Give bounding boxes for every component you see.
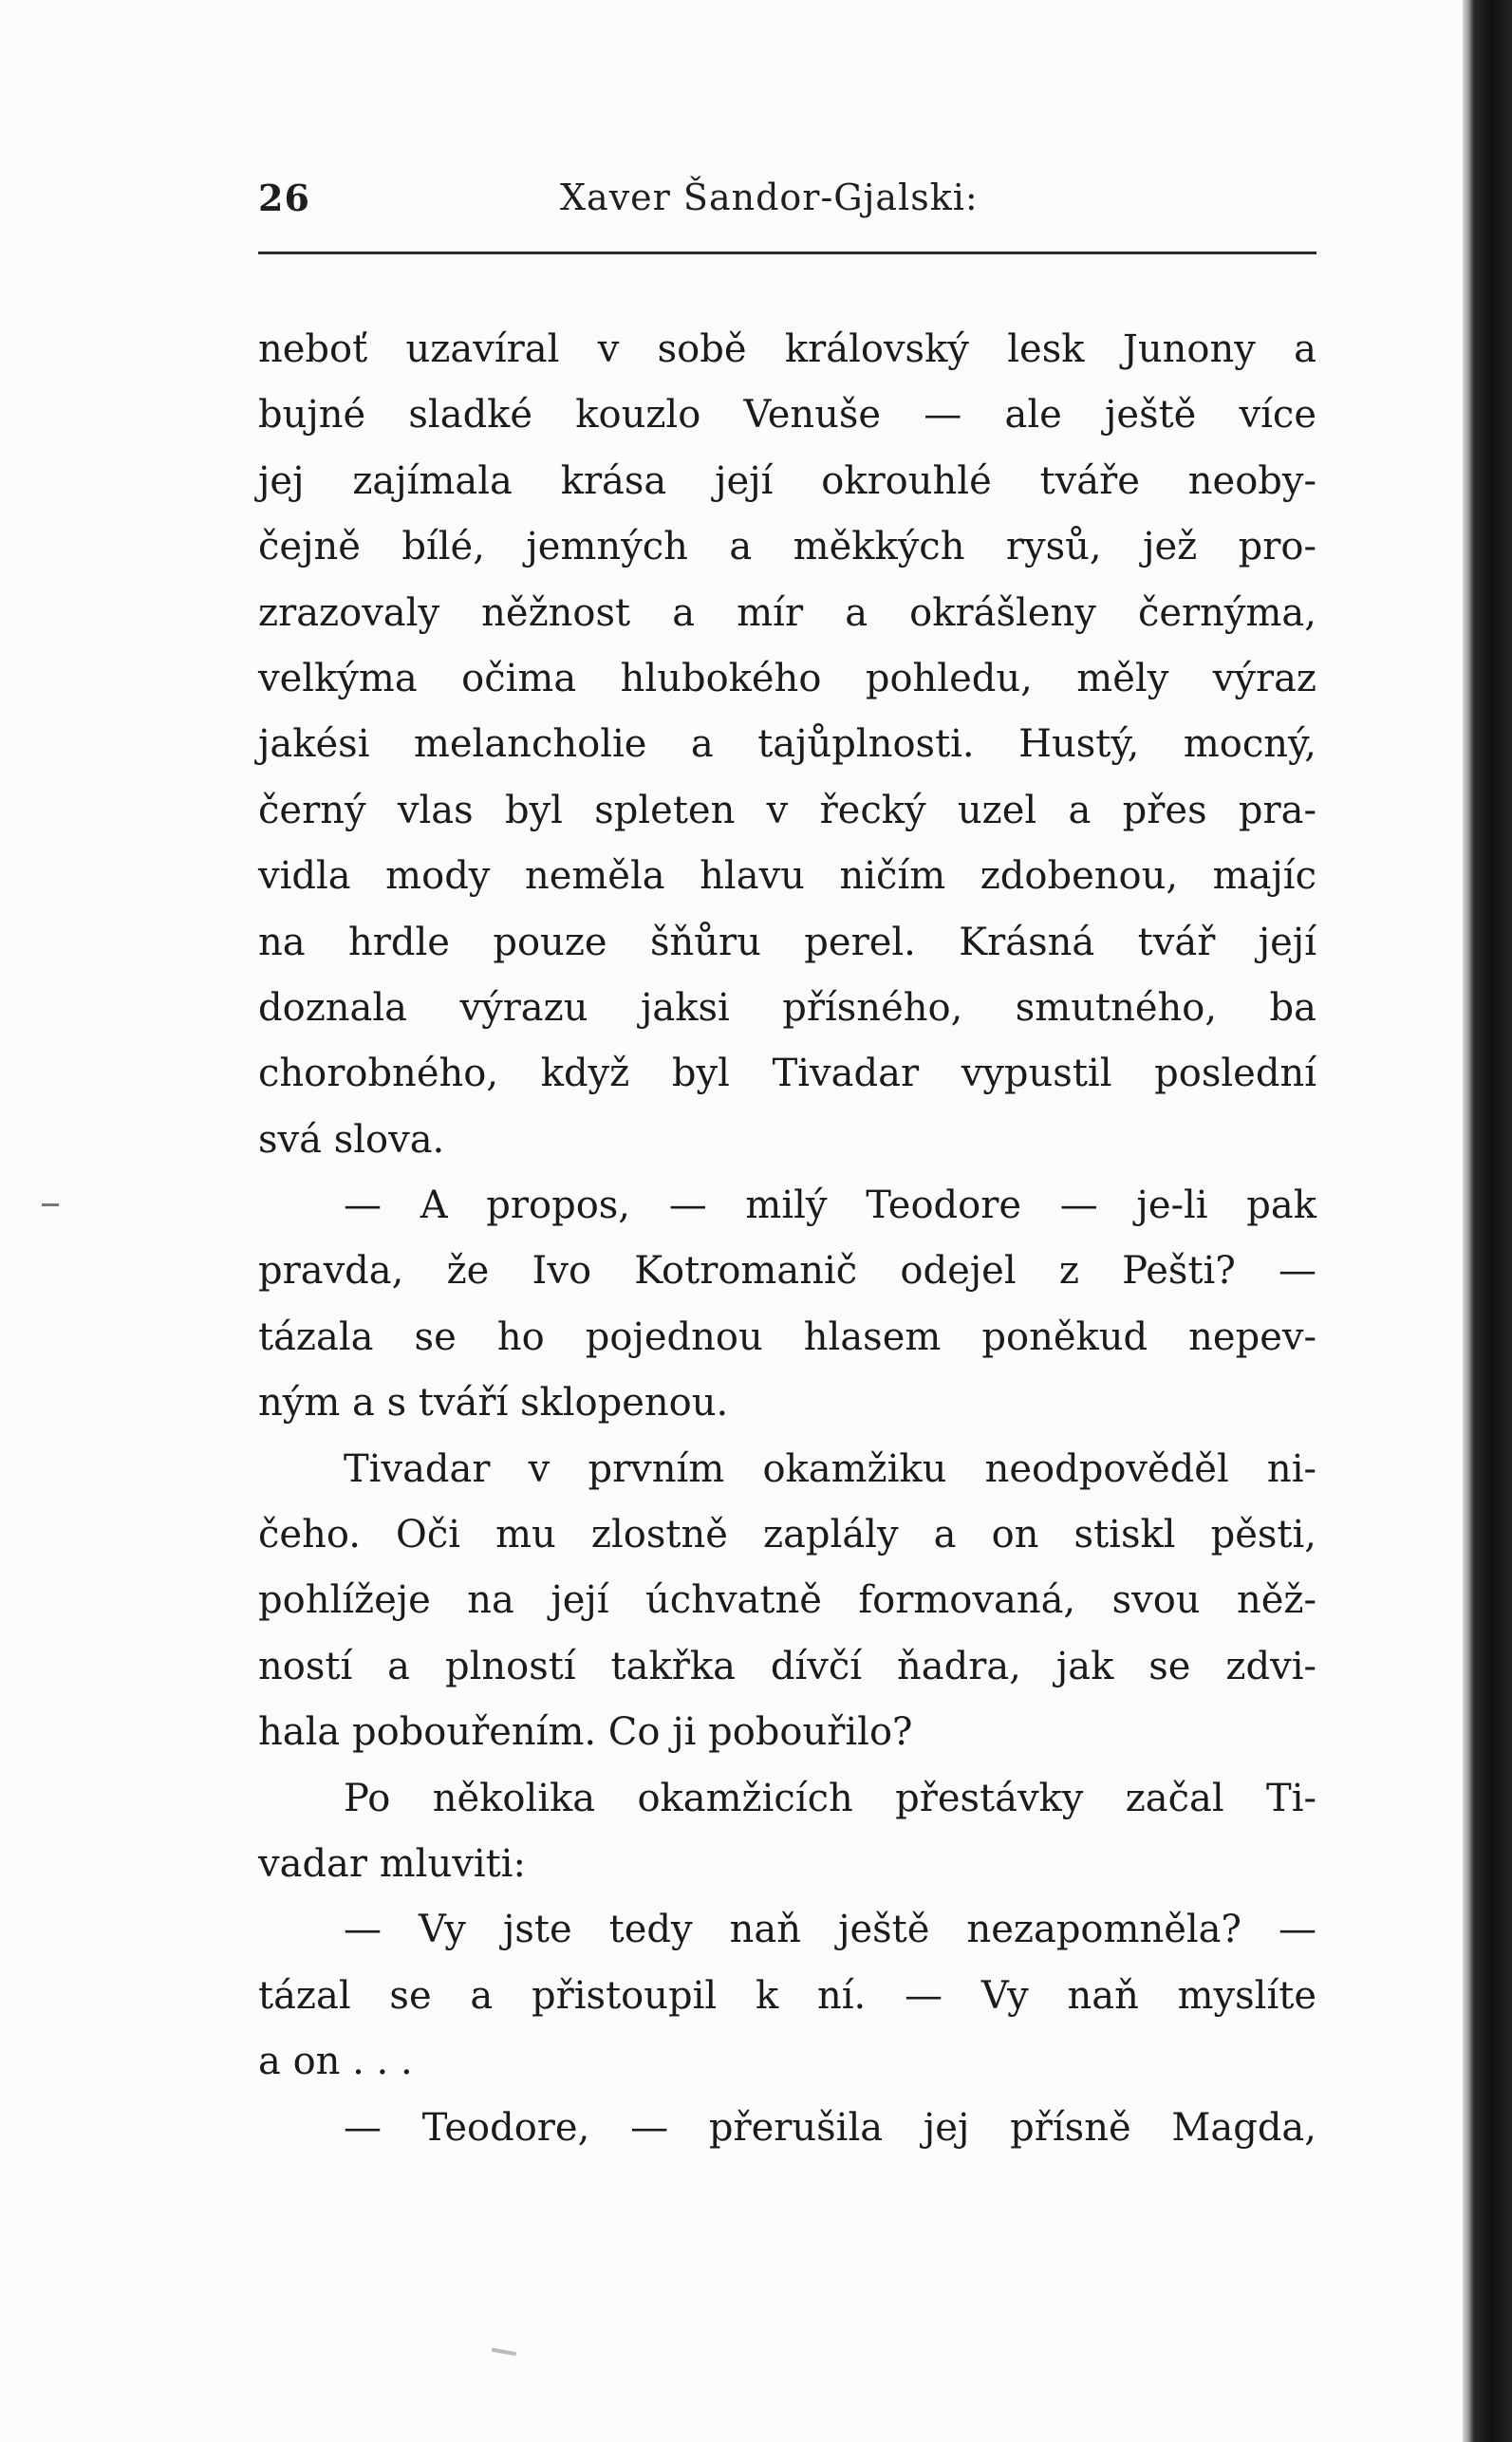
text-line: ností a plností takřka dívčí ňadra, jak se zdvi- <box>258 1644 1316 1688</box>
margin-mark <box>42 1203 59 1206</box>
page-number: 26 <box>258 177 310 219</box>
text-line: — Vy jste tedy naň ještě nezapomněla? — <box>344 1908 1316 1952</box>
text-line: bujné sladké kouzlo Venuše — ale ještě více <box>258 393 1316 438</box>
text-line: ným a s tváří sklopenou. <box>258 1381 729 1426</box>
text-line: svá slova. <box>258 1117 445 1162</box>
text-line: vidla mody neměla hlavu ničím zdobenou, majíc <box>258 854 1316 899</box>
text-line: vadar mluviti: <box>258 1841 526 1886</box>
text-line: Po několika okamžicích přestávky začal Ti- <box>344 1776 1316 1820</box>
text-line: — Teodore, — přerušila jej přísně Magda, <box>344 2105 1316 2150</box>
body-text <box>258 317 1316 2161</box>
paper-speck <box>492 2348 516 2356</box>
text-line: jej zajímala krása její okrouhlé tváře neoby- <box>258 458 1316 503</box>
text-line: tázal se a přistoupil k ní. — Vy naň myslíte <box>258 1973 1316 2018</box>
text-line: na hrdle pouze šňůru perel. Krásná tvář její <box>258 920 1316 964</box>
text-line: neboť uzavíral v sobě královský lesk Junony a <box>258 327 1316 371</box>
text-line: — A propos, — milý Teodore — je-li pak <box>344 1184 1316 1228</box>
text-line: Tivadar v prvním okamžiku neodpověděl ni- <box>344 1446 1316 1491</box>
text-line: pohlížeje na její úchvatně formovaná, svou něž- <box>258 1578 1316 1623</box>
running-title: Xaver Šandor-Gjalski: <box>560 177 979 218</box>
page-header <box>258 177 1316 233</box>
text-line: hala pobouřením. Co ji pobouřilo? <box>258 1710 913 1755</box>
text-line: velkýma očima hlubokého pohledu, měly výraz <box>258 656 1316 700</box>
text-line: jakési melancholie a tajůplnosti. Hustý, mocný, <box>258 722 1316 767</box>
text-line: chorobného, když byl Tivadar vypustil poslední <box>258 1052 1316 1096</box>
text-line: pravda, že Ivo Kotromanič odejel z Pešti? — <box>258 1249 1316 1294</box>
text-line: tázala se ho pojednou hlasem poněkud nepev- <box>258 1314 1316 1359</box>
binding-edge <box>1463 0 1512 2442</box>
header-rule <box>258 252 1316 254</box>
text-line: černý vlas byl spleten v řecký uzel a přes pra- <box>258 788 1316 832</box>
text-line: zrazovaly něžnost a mír a okrášleny černýma, <box>258 590 1316 635</box>
text-line: a on . . . <box>258 2040 413 2084</box>
text-line: čejně bílé, jemných a měkkých rysů, jež pro- <box>258 525 1316 569</box>
text-line: čeho. Oči mu zlostně zaplály a on stiskl pěsti, <box>258 1513 1316 1557</box>
text-line: doznala výrazu jaksi přísného, smutného, ba <box>258 985 1316 1030</box>
